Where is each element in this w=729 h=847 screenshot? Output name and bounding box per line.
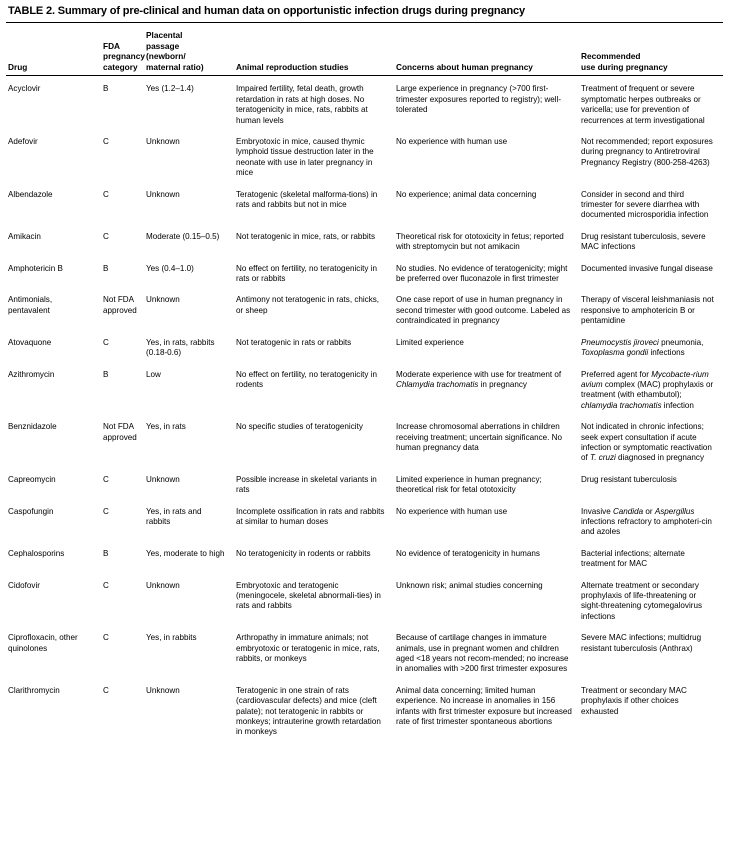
human-pregnancy-concerns-text: One case report of use in human pregnancy in second trimester with good outcome. Labeled as contraindicated in pregnancy <box>396 295 571 326</box>
header-concerns-label: Concerns about human pregnancy <box>396 61 533 72</box>
cell-drug-name <box>6 422 101 464</box>
column-header-human-concerns <box>394 30 579 75</box>
placental-passage-text: Yes, in rats, rabbits (0.18-0.6) <box>146 337 215 358</box>
cell-human-pregnancy-concerns <box>394 190 579 221</box>
cell-placental-passage <box>144 338 234 359</box>
cell-animal-reproduction-studies <box>234 84 394 126</box>
cell-drug-name <box>6 232 101 253</box>
cell-recommended-use <box>579 190 723 221</box>
cell-fda-category <box>101 295 144 326</box>
drug-name-text: Amikacin <box>8 231 41 241</box>
animal-reproduction-studies-text: Impaired fertility, fetal death, growth retardation in rats at high doses. No teratogenicity in mice, rats, rabbits at human levels <box>236 84 368 125</box>
recommended-use-text: Bacterial infections; alternate treatment for MAC <box>581 548 685 569</box>
table-row <box>6 338 723 359</box>
cell-recommended-use <box>579 581 723 623</box>
drug-name-text: Benznidazole <box>8 422 57 432</box>
fda-category-text: B <box>103 84 109 94</box>
header-placental-line1: Placental <box>146 30 183 40</box>
cell-recommended-use <box>579 633 723 675</box>
header-placental-line3: (newborn/ <box>146 51 186 62</box>
cell-recommended-use <box>579 264 723 285</box>
row-gap <box>6 284 723 295</box>
table-body-wrapper <box>6 76 723 738</box>
animal-reproduction-studies-text: Incomplete ossification in rats and rabbits at similar to human doses <box>236 506 385 526</box>
row-gap <box>6 253 723 264</box>
cell-placental-passage <box>144 84 234 126</box>
cell-human-pregnancy-concerns <box>394 295 579 326</box>
cell-placental-passage <box>144 633 234 675</box>
table-row <box>6 422 723 464</box>
drug-name-text: Adefovir <box>8 137 38 146</box>
cell-animal-reproduction-studies <box>234 190 394 221</box>
placental-passage-text: Unknown <box>146 295 180 305</box>
cell-animal-reproduction-studies <box>234 338 394 359</box>
recommended-use-text: Preferred agent for Mycobacte-rium avium complex (MAC) prophylaxis or treatment (with ethambutol); chlamydia trachomatis infection <box>581 369 714 410</box>
table-row <box>6 549 723 570</box>
cell-animal-reproduction-studies <box>234 232 394 253</box>
cell-human-pregnancy-concerns <box>394 549 579 570</box>
cell-fda-category <box>101 137 144 179</box>
cell-placental-passage <box>144 370 234 412</box>
human-pregnancy-concerns-text: Limited experience in human pregnancy; theoretical risk for fetal ototoxicity <box>396 474 542 495</box>
cell-recommended-use <box>579 295 723 326</box>
cell-human-pregnancy-concerns <box>394 338 579 359</box>
column-header-animal-reproduction <box>234 30 394 75</box>
table-row <box>6 264 723 285</box>
animal-reproduction-studies-text: No specific studies of teratogenicity <box>236 422 363 432</box>
drug-name-text: Amphotericin B <box>8 263 63 273</box>
cell-recommended-use <box>579 338 723 359</box>
row-gap <box>6 538 723 549</box>
drug-name-text: Azithromycin <box>8 369 55 379</box>
cell-animal-reproduction-studies <box>234 422 394 464</box>
cell-human-pregnancy-concerns <box>394 370 579 412</box>
recommended-use-text: Drug resistant tuberculosis, severe MAC infections <box>581 231 706 252</box>
cell-placental-passage <box>144 190 234 221</box>
human-pregnancy-concerns-text: Moderate experience with use for treatment of Chlamydia trachomatis in pregnancy <box>396 369 562 389</box>
header-drug-label: Drug <box>8 61 28 72</box>
column-header-recommended-use <box>579 30 723 75</box>
cell-recommended-use <box>579 507 723 538</box>
fda-category-text: B <box>103 548 109 558</box>
animal-reproduction-studies-text: Embryotoxic in mice, caused thymic lymphoid tissue destruction later in the neonate with use in later pregnancy in mice <box>236 137 374 178</box>
table-lead-gap <box>6 76 723 84</box>
cell-human-pregnancy-concerns <box>394 137 579 179</box>
placental-passage-text: Unknown <box>146 474 180 484</box>
row-gap <box>6 411 723 422</box>
cell-human-pregnancy-concerns <box>394 422 579 464</box>
human-pregnancy-concerns-text: Animal data concerning; limited human experience. No increase in anomalies in 156 infants with first trimester exposure but increased rate of first trimester spontaneous abortions <box>396 685 572 727</box>
placental-passage-text: Unknown <box>146 189 180 199</box>
cell-fda-category <box>101 549 144 570</box>
cell-fda-category <box>101 475 144 496</box>
table-title: TABLE 2. Summary of pre-clinical and human data on opportunistic infection drugs during pregnancy <box>8 5 525 17</box>
cell-animal-reproduction-studies <box>234 686 394 738</box>
cell-fda-category <box>101 581 144 623</box>
drug-name-text: Cidofovir <box>8 580 40 590</box>
human-pregnancy-concerns-text: Theoretical risk for ototoxicity in fetus; reported with streptomycin but not amikacin <box>396 231 564 252</box>
cell-human-pregnancy-concerns <box>394 581 579 623</box>
drug-name-text: Ciprofloxacin, other quinolones <box>8 633 78 653</box>
cell-animal-reproduction-studies <box>234 549 394 570</box>
cell-recommended-use <box>579 686 723 738</box>
placental-passage-text: Yes (0.4–1.0) <box>146 263 194 273</box>
cell-drug-name <box>6 581 101 623</box>
fda-category-text: B <box>103 263 109 273</box>
cell-recommended-use <box>579 84 723 126</box>
recommended-use-text: Not indicated in chronic infections; seek expert consultation if acute infection or symptomatic reactivation of T. cruzi diagnosed in pregnancy <box>581 422 712 463</box>
header-recommended-line2: use during pregnancy <box>581 61 668 72</box>
table-row <box>6 581 723 623</box>
cell-human-pregnancy-concerns <box>394 633 579 675</box>
placental-passage-text: Yes, in rats <box>146 422 186 432</box>
row-gap <box>6 221 723 232</box>
cell-drug-name <box>6 137 101 179</box>
fda-category-text: Not FDA approved <box>103 295 137 315</box>
drug-name-text: Cephalosporins <box>8 548 65 558</box>
cell-human-pregnancy-concerns <box>394 84 579 126</box>
cell-fda-category <box>101 190 144 221</box>
animal-reproduction-studies-text: No effect on fertility, no teratogenicity in rats or rabbits <box>236 263 377 284</box>
header-fda-line3: category <box>103 61 138 72</box>
fda-category-text: C <box>103 189 109 199</box>
cell-placental-passage <box>144 232 234 253</box>
cell-human-pregnancy-concerns <box>394 686 579 738</box>
cell-recommended-use <box>579 370 723 412</box>
animal-reproduction-studies-text: Teratogenic (skeletal malforma-tions) in rats and rabbits but not in mice <box>236 189 378 210</box>
table-row <box>6 686 723 738</box>
table-row <box>6 84 723 126</box>
cell-drug-name <box>6 295 101 326</box>
cell-drug-name <box>6 633 101 675</box>
table-header <box>6 23 723 75</box>
drug-name-text: Albendazole <box>8 189 53 199</box>
recommended-use-text: Treatment or secondary MAC prophylaxis if other choices exhausted <box>581 685 687 716</box>
row-gap <box>6 570 723 581</box>
table-body <box>6 76 723 738</box>
fda-category-text: C <box>103 506 109 516</box>
cell-recommended-use <box>579 549 723 570</box>
cell-fda-category <box>101 422 144 464</box>
fda-category-text: C <box>103 633 109 643</box>
cell-placental-passage <box>144 295 234 326</box>
animal-reproduction-studies-text: Possible increase in skeletal variants in rats <box>236 474 377 495</box>
opportunistic-infection-drug-table <box>6 23 723 75</box>
cell-fda-category <box>101 633 144 675</box>
placental-passage-text: Low <box>146 369 161 379</box>
cell-drug-name <box>6 507 101 538</box>
animal-reproduction-studies-text: Not teratogenic in rats or rabbits <box>236 337 352 347</box>
cell-animal-reproduction-studies <box>234 137 394 179</box>
fda-category-text: C <box>103 231 109 241</box>
cell-placental-passage <box>144 137 234 179</box>
cell-animal-reproduction-studies <box>234 295 394 326</box>
recommended-use-text: Therapy of visceral leishmaniasis not responsive to amphotericin B or pentamidine <box>581 295 714 326</box>
column-header-fda-category <box>101 30 144 75</box>
placental-passage-text: Unknown <box>146 137 180 146</box>
recommended-use-text: Documented invasive fungal disease <box>581 263 713 273</box>
column-header-drug <box>6 30 101 75</box>
cell-placental-passage <box>144 422 234 464</box>
table-row <box>6 137 723 179</box>
human-pregnancy-concerns-text: No experience; animal data concerning <box>396 189 537 199</box>
animal-reproduction-studies-text: Teratogenic in one strain of rats (cardiovascular defects) and mice (cleft palate); not teratogenic in rabbits or monkeys; intrauterine growth retardation in monkeys <box>236 685 381 737</box>
fda-category-text: C <box>103 137 109 146</box>
fda-category-text: C <box>103 580 109 590</box>
cell-human-pregnancy-concerns <box>394 232 579 253</box>
recommended-use-text: Drug resistant tuberculosis <box>581 474 677 484</box>
row-gap <box>6 496 723 507</box>
cell-animal-reproduction-studies <box>234 264 394 285</box>
fda-category-text: C <box>103 474 109 484</box>
fda-category-text: B <box>103 369 109 379</box>
human-pregnancy-concerns-text: Large experience in pregnancy (>700 first-trimester exposures reported to registry); well-tolerated <box>396 84 562 115</box>
fda-category-text: Not FDA approved <box>103 422 137 442</box>
cell-recommended-use <box>579 232 723 253</box>
row-gap <box>6 359 723 370</box>
header-fda-line1: FDA <box>103 40 121 51</box>
header-recommended-line1: Recommended <box>581 51 641 62</box>
cell-animal-reproduction-studies <box>234 370 394 412</box>
drug-name-text: Caspofungin <box>8 506 54 516</box>
drug-name-text: Atovaquone <box>8 337 52 347</box>
cell-drug-name <box>6 264 101 285</box>
fda-category-text: C <box>103 685 109 695</box>
cell-fda-category <box>101 232 144 253</box>
cell-drug-name <box>6 475 101 496</box>
cell-placental-passage <box>144 581 234 623</box>
cell-animal-reproduction-studies <box>234 633 394 675</box>
cell-drug-name <box>6 84 101 126</box>
cell-drug-name <box>6 370 101 412</box>
placental-passage-text: Yes, in rabbits <box>146 633 197 643</box>
cell-placental-passage <box>144 507 234 538</box>
animal-reproduction-studies-text: Antimony not teratogenic in rats, chicks, or sheep <box>236 295 380 315</box>
placental-passage-text: Yes, moderate to high <box>146 548 225 558</box>
cell-human-pregnancy-concerns <box>394 507 579 538</box>
human-pregnancy-concerns-text: Because of cartilage changes in immature animals, use in pregnant women and children aged <18 years not recom-mended; no increase in anomalies with >200 first trimester exposures <box>396 633 569 674</box>
recommended-use-text: Alternate treatment or secondary prophylaxis of life-threatening or sight-threatening cytomegalovirus infections <box>581 580 703 621</box>
placental-passage-text: Yes, in rats and rabbits <box>146 506 202 526</box>
placental-passage-text: Unknown <box>146 685 180 695</box>
fda-category-text: C <box>103 337 109 347</box>
drug-name-text: Antimonials, pentavalent <box>8 295 53 315</box>
table-row <box>6 295 723 326</box>
human-pregnancy-concerns-text: No studies. No evidence of teratogenicity; might be preferred over fluconazole in first trimester <box>396 263 568 284</box>
cell-human-pregnancy-concerns <box>394 475 579 496</box>
header-placental-line2: passage <box>146 40 180 51</box>
row-gap <box>6 126 723 137</box>
header-animal-label: Animal reproduction studies <box>236 61 349 72</box>
placental-passage-text: Moderate (0.15–0.5) <box>146 231 220 241</box>
recommended-use-text: Consider in second and third trimester for severe diarrhea with documented microsporidia infection <box>581 189 709 220</box>
cell-placental-passage <box>144 549 234 570</box>
cell-fda-category <box>101 338 144 359</box>
cell-drug-name <box>6 190 101 221</box>
cell-placental-passage <box>144 686 234 738</box>
cell-human-pregnancy-concerns <box>394 264 579 285</box>
animal-reproduction-studies-text: No teratogenicity in rodents or rabbits <box>236 548 371 558</box>
animal-reproduction-studies-text: No effect on fertility, no teratogenicity in rodents <box>236 369 377 389</box>
table-row <box>6 232 723 253</box>
cell-animal-reproduction-studies <box>234 507 394 538</box>
column-header-placental-passage <box>144 30 234 75</box>
drug-name-text: Acyclovir <box>8 84 41 94</box>
cell-recommended-use <box>579 475 723 496</box>
row-gap <box>6 675 723 686</box>
recommended-use-text: Invasive Candida or Aspergillus infections refractory to amphoteri-cin and azoles <box>581 506 712 537</box>
header-placental-line4: maternal ratio) <box>146 61 204 72</box>
table-row <box>6 475 723 496</box>
cell-animal-reproduction-studies <box>234 475 394 496</box>
cell-fda-category <box>101 84 144 126</box>
row-gap <box>6 327 723 338</box>
cell-drug-name <box>6 549 101 570</box>
table-row <box>6 370 723 412</box>
placental-passage-text: Unknown <box>146 580 180 590</box>
animal-reproduction-studies-text: Embryotoxic and teratogenic (meningocele, skeletal abnormali-ties) in rats and rabbits <box>236 580 381 611</box>
human-pregnancy-concerns-text: No experience with human use <box>396 137 508 146</box>
cell-fda-category <box>101 264 144 285</box>
human-pregnancy-concerns-text: Limited experience <box>396 337 464 347</box>
table-row <box>6 507 723 538</box>
human-pregnancy-concerns-text: No experience with human use <box>396 506 508 516</box>
placental-passage-text: Yes (1.2–1.4) <box>146 84 194 94</box>
recommended-use-text: Not recommended; report exposures during pregnancy to Antiretroviral Pregnancy Registry (800-258-4263) <box>581 137 713 167</box>
animal-reproduction-studies-text: Arthropathy in immature animals; not embryotoxic or teratogenic in mice, rats, rabbits, or monkeys <box>236 633 380 664</box>
recommended-use-text: Severe MAC infections; multidrug resistant tuberculosis (Anthrax) <box>581 633 702 653</box>
cell-animal-reproduction-studies <box>234 581 394 623</box>
row-gap <box>6 179 723 190</box>
recommended-use-text: Pneumocystis jiroveci pneumonia, Toxoplasma gondii infections <box>581 337 704 358</box>
cell-recommended-use <box>579 422 723 464</box>
cell-recommended-use <box>579 137 723 179</box>
cell-fda-category <box>101 370 144 412</box>
cell-placental-passage <box>144 264 234 285</box>
row-gap <box>6 622 723 633</box>
human-pregnancy-concerns-text: Unknown risk; animal studies concerning <box>396 580 543 590</box>
cell-drug-name <box>6 338 101 359</box>
drug-name-text: Clarithromycin <box>8 685 60 695</box>
animal-reproduction-studies-text: Not teratogenic in mice, rats, or rabbits <box>236 231 376 241</box>
header-fda-line2: pregnancy <box>103 51 145 62</box>
row-gap <box>6 464 723 475</box>
cell-fda-category <box>101 507 144 538</box>
table-row <box>6 633 723 675</box>
drug-name-text: Capreomycin <box>8 474 56 484</box>
recommended-use-text: Treatment of frequent or severe symptomatic herpes outbreaks or varicella; use for prevention of recurrences at term investigational <box>581 84 705 125</box>
human-pregnancy-concerns-text: Increase chromosomal aberrations in children receiving treatment; uncertain significance. No human pregnancy data <box>396 422 563 452</box>
header-row <box>6 30 723 75</box>
cell-fda-category <box>101 686 144 738</box>
human-pregnancy-concerns-text: No evidence of teratogenicity in humans <box>396 548 540 558</box>
cell-placental-passage <box>144 475 234 496</box>
table-row <box>6 190 723 221</box>
cell-drug-name <box>6 686 101 738</box>
